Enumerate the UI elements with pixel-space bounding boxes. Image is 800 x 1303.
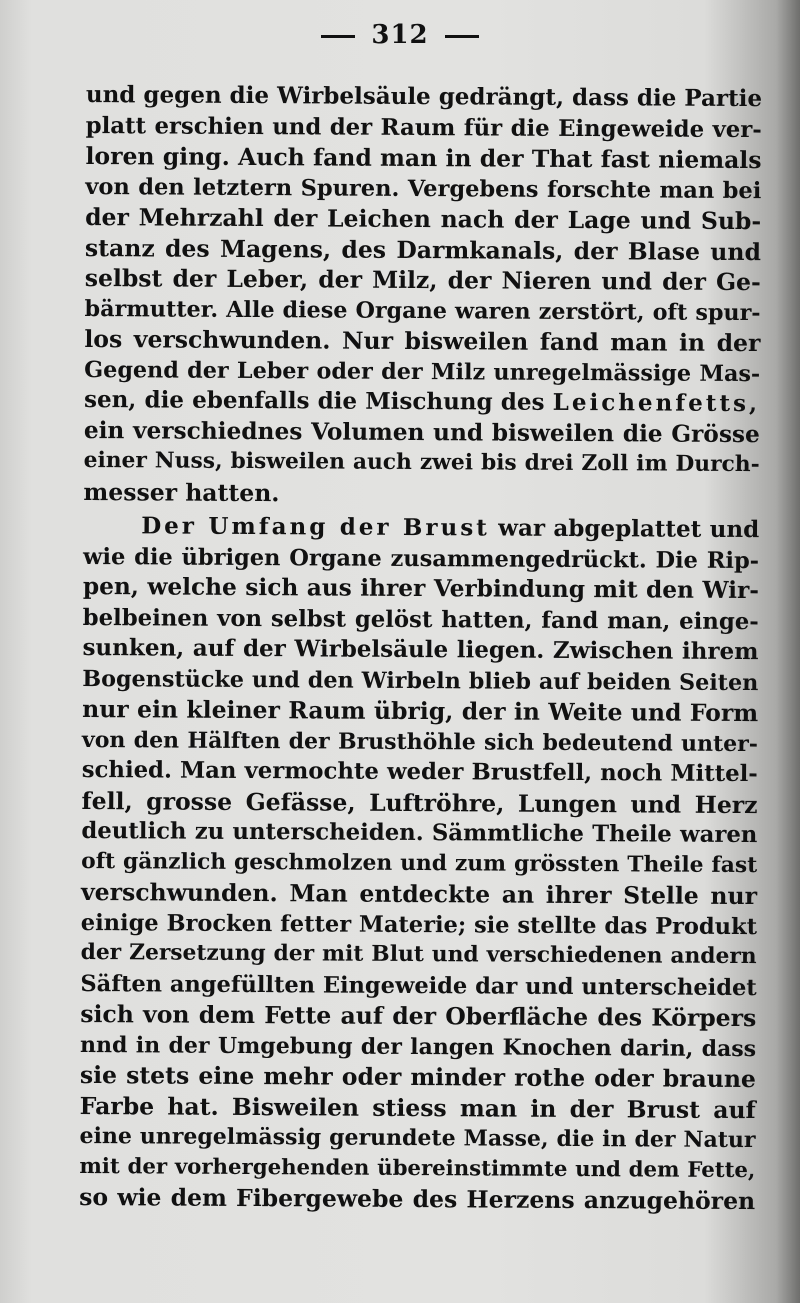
text-line [83, 511, 759, 546]
text-line: sunken, auf der Wirbelsäule liegen. Zwischen ihrem [82, 633, 759, 666]
text-line: stanz des Magens, des Darmkanals, der Blase und [84, 233, 762, 266]
text-line: Gegend der Leber oder der Milz unregelmässige Mas- [84, 356, 761, 387]
text-line: und gegen die Wirbelsäule gedrängt, dass die Partie [85, 80, 763, 113]
text-line: loren ging. Auch fand man in der That fast niemals [85, 141, 762, 175]
text-line: los verschwunden. Nur bisweilen fand man in der [84, 324, 761, 358]
text-line: sie stets eine mehr oder minder rothe oder braune [79, 1060, 756, 1094]
text-line: von den letztern Spuren. Vergebens forschte man bei [85, 173, 762, 204]
text-line: oft gänzlich geschmolzen und zum grössten Theile fast [81, 848, 758, 878]
text-line: Säften angefüllten Eingeweide dar und unterscheidet [80, 970, 757, 1001]
text-line-start: sen, die ebenfalls die Mischung des [83, 385, 545, 416]
text-line: wie die übrigen Organe zusammengedrückt. Die Rip- [83, 543, 760, 574]
text-line: sich von dem Fette auf der Oberfläche des Körpers [80, 999, 757, 1033]
text-line: so wie dem Fibergewebe des Herzens anzugehören [79, 1182, 756, 1216]
header-dash-right [445, 35, 479, 38]
paragraph-2 [79, 511, 759, 1217]
body-text [79, 80, 762, 1217]
text-line: der Mehrzahl der Leichen nach der Lage und Sub- [85, 202, 762, 236]
emphasized-word: Leichenfetts, [552, 388, 761, 418]
text-line: nur ein kleiner Raum übrig, der in Weite und Form [82, 694, 759, 728]
emphasized-phrase: Der Umfang der Brust [141, 512, 490, 542]
text-line: fell, grosse Gefässe, Luftröhre, Lungen und Herz [81, 786, 758, 819]
text-line: schied. Man vermochte weder Brustfell, noch Mittel- [81, 756, 758, 788]
text-line: pen, welche sich aus ihrer Verbindung mit den Wir- [82, 572, 759, 605]
page-number: 312 [371, 20, 429, 50]
text-line: mit der vorhergehenden übereinstimmte und dem Fette, [79, 1153, 756, 1183]
text-line-rest: war abgeplattet und [498, 514, 760, 544]
text-line: von den Hälften der Brusthöhle sich bedeutend unter- [81, 726, 759, 757]
text-line: messer hatten. [83, 477, 280, 507]
text-line: platt erschien und der Raum für die Eingeweide ver- [85, 112, 762, 143]
text-line: eine unregelmässig gerundete Masse, die in der Natur [79, 1122, 756, 1154]
header-dash-left [321, 35, 355, 38]
text-line: Bogenstücke und den Wirbeln blieb auf beiden Seiten [82, 665, 759, 696]
text-line [84, 385, 760, 420]
text-line: selbst der Leber, der Milz, der Nieren und der Ge- [84, 263, 761, 297]
text-line: bärmutter. Alle diese Organe waren zerstört, oft spur- [84, 295, 761, 326]
page-header [0, 20, 800, 50]
paragraph-1 [83, 80, 762, 511]
text-line: belbeinen von selbst gelöst hatten, fand man, einge- [82, 604, 759, 635]
text-line: ein verschiednes Volumen und bisweilen die Grösse [83, 416, 760, 448]
text-line: verschwunden. Man entdeckte an ihrer Stelle nur [80, 877, 758, 911]
text-line: nnd in der Umgebung der langen Knochen darin, dass [80, 1031, 757, 1062]
text-line: einer Nuss, bisweilen auch zwei bis drei Zoll im Durch- [83, 447, 760, 478]
text-line: der Zersetzung der mit Blut und verschiedenen andern [80, 939, 757, 970]
text-line: deutlich zu unterscheiden. Sämmtliche Theile waren [81, 817, 758, 849]
text-line: Farbe hat. Bisweilen stiess man in der Brust auf [79, 1091, 756, 1124]
text-line: einige Brocken fetter Materie; sie stellte das Produkt [80, 909, 758, 940]
